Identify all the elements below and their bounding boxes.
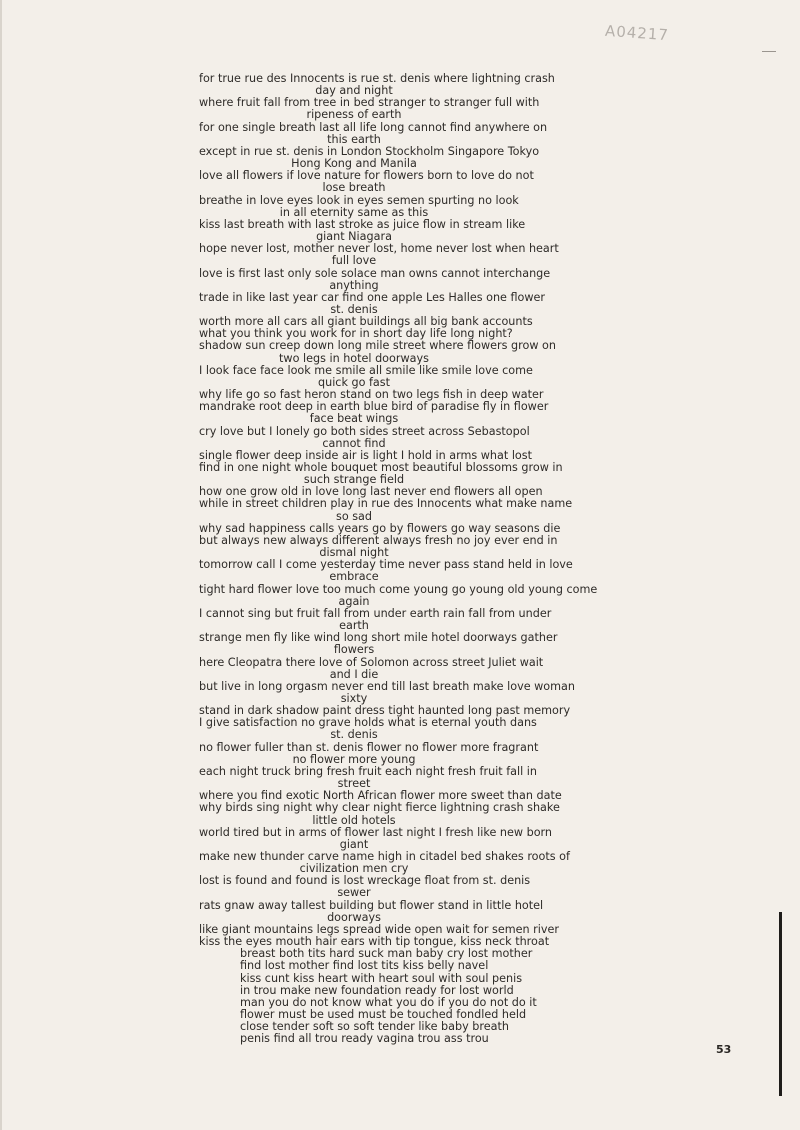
poem-line: face beat wings — [309, 412, 399, 426]
corner-tick-mark — [762, 51, 776, 52]
poem-line: I look face face look me smile all smile like smile love come — [199, 363, 533, 377]
poem-line: kiss cunt kiss heart with heart soul with soul penis — [240, 971, 523, 985]
poem-line: I cannot sing but fruit fall from under earth rain fall from under — [199, 606, 552, 620]
poem-line: strange men fly like wind long short mile hotel doorways gather — [199, 631, 558, 645]
poem-line: st. denis — [330, 728, 378, 742]
poem-line: shadow sun creep down long mile street where flowers grow on — [199, 339, 556, 353]
poem-line: cry love but I lonely go both sides street across Sebastopol — [199, 424, 530, 438]
poem-line: penis find all trou ready vagina trou ass trou — [240, 1032, 489, 1046]
poem-line: where you find exotic North African flower more sweet than date — [199, 789, 562, 803]
poem-line: day and night — [315, 84, 393, 98]
poem-line: doorways — [327, 910, 381, 924]
poem-line: what you think you work for in short day life long night? — [199, 327, 513, 341]
poem-line: kiss the eyes mouth hair ears with tip tongue, kiss neck throat — [199, 935, 550, 949]
poem-line: giant Niagara — [316, 230, 392, 244]
poem-line: breathe in love eyes look in eyes semen spurting no look — [199, 193, 519, 207]
poem-line: sewer — [337, 886, 371, 900]
poem-line: two legs in hotel doorways — [279, 351, 429, 365]
poem-line: why life go so fast heron stand on two legs fish in deep water — [199, 388, 544, 402]
margin-bar — [779, 912, 782, 1096]
poem-line: flowers — [333, 643, 375, 657]
poem-line: but live in long orgasm never end till last breath make love woman — [199, 679, 575, 693]
poem-line: tomorrow call I come yesterday time never pass stand held in love — [199, 558, 573, 572]
poem-line: kiss last breath with last stroke as juice flow in stream like — [199, 217, 526, 231]
poem-line: civilization men cry — [299, 862, 409, 876]
poem-line: this earth — [327, 132, 381, 146]
poem-text — [199, 73, 649, 1046]
poem-line: no flower more young — [292, 752, 416, 766]
poem-line: in all eternity same as this — [279, 205, 429, 219]
poem-line: why birds sing night why clear night fierce lightning crash shake — [199, 801, 560, 815]
poem-line: ripeness of earth — [306, 108, 402, 122]
poem-line: worth more all cars all giant buildings all big bank accounts — [199, 315, 533, 329]
poem-line: find in one night whole bouquet most beautiful blossoms grow in — [199, 461, 563, 474]
poem-line: hope never lost, mother never lost, home never lost when heart — [199, 242, 559, 256]
poem-line: how one grow old in love long last never end flowers all open — [199, 485, 543, 499]
poem-line: while in street children play in rue des Innocents what make name — [199, 497, 573, 511]
poem-line: so sad — [335, 509, 372, 523]
poem-line: man you do not know what you do if you do not do it — [240, 995, 537, 1009]
poem-line: rats gnaw away tallest building but flower stand in little hotel — [199, 898, 544, 912]
poem-line: make new thunder carve name high in citadel bed shakes roots of — [199, 850, 570, 863]
poem-line: close tender soft so soft tender like baby breath — [240, 1020, 509, 1034]
poem-line: mandrake root deep in earth blue bird of paradise fly in flower — [199, 400, 549, 414]
poem-line: love is first last only sole solace man owns cannot interchange — [199, 266, 551, 280]
poem-line: stand in dark shadow paint dress tight haunted long past memory — [199, 704, 571, 718]
poem-line: why sad happiness calls years go by flowers go way seasons die — [199, 521, 561, 535]
poem-line: breast both tits hard suck man baby cry lost mother — [240, 947, 533, 961]
poem-line: where fruit fall from tree in bed stranger to stranger full with — [199, 96, 540, 110]
poem-line: each night truck bring fresh fruit each night fresh fruit fall in — [199, 764, 537, 778]
poem-line: lose breath — [322, 181, 386, 195]
poem-line: cannot find — [322, 436, 386, 450]
poem-line: in trou make new foundation ready for lost world — [240, 983, 514, 997]
poem-line: dismal night — [319, 546, 389, 560]
poem-line: earth — [339, 619, 369, 633]
poem-line: tight hard flower love too much come young go young old young come — [199, 582, 598, 596]
poem-line: quick go fast — [318, 375, 390, 389]
poem-line: little old hotels — [312, 813, 396, 827]
poem-line: for one single breath last all life long cannot find anywhere on — [199, 120, 548, 134]
poem-line: sixty — [340, 691, 368, 705]
poem-line: trade in like last year car find one apple Les Halles one flower — [199, 290, 546, 304]
poem-line: but always new always different always fresh no joy ever end in — [199, 533, 558, 547]
poem-line: like giant mountains legs spread wide open wait for semen river — [199, 922, 559, 936]
poem-line: here Cleopatra there love of Solomon across street Juliet wait — [199, 655, 544, 669]
poem-line: street — [337, 777, 371, 791]
poem-line: single flower deep inside air is light I hold in arms what lost — [199, 448, 532, 462]
archive-stamp: A04217 — [604, 21, 670, 45]
poem-line: such strange field — [303, 473, 405, 487]
poem-line: I give satisfaction no grave holds what is eternal youth dans — [199, 716, 537, 730]
poem-line: love all flowers if love nature for flowers born to love do not — [199, 169, 534, 183]
poem-line: and I die — [329, 667, 379, 681]
poem-line: find lost mother find lost tits kiss belly navel — [240, 959, 489, 973]
poem-line: flower must be used must be touched fondled held — [240, 1008, 527, 1022]
poem-line: full love — [331, 254, 377, 268]
poem-line: giant — [339, 837, 369, 851]
poem-line: lost is found and found is lost wreckage float from st. denis — [199, 874, 531, 888]
poem-line: no flower fuller than st. denis flower no flower more fragrant — [199, 740, 539, 754]
poem-line: world tired but in arms of flower last night I fresh like new born — [199, 825, 553, 839]
poem-line: embrace — [329, 570, 379, 584]
page-number: 53 — [716, 1043, 732, 1056]
poem-line: for true rue des Innocents is rue st. denis where lightning crash — [199, 72, 555, 85]
poem-line: anything — [329, 278, 379, 292]
poem-line: again — [338, 594, 370, 608]
poem-line: st. denis — [330, 302, 378, 316]
poem-line: except in rue st. denis in London Stockholm Singapore Tokyo — [199, 144, 540, 158]
poem-line: Hong Kong and Manila — [291, 157, 417, 171]
